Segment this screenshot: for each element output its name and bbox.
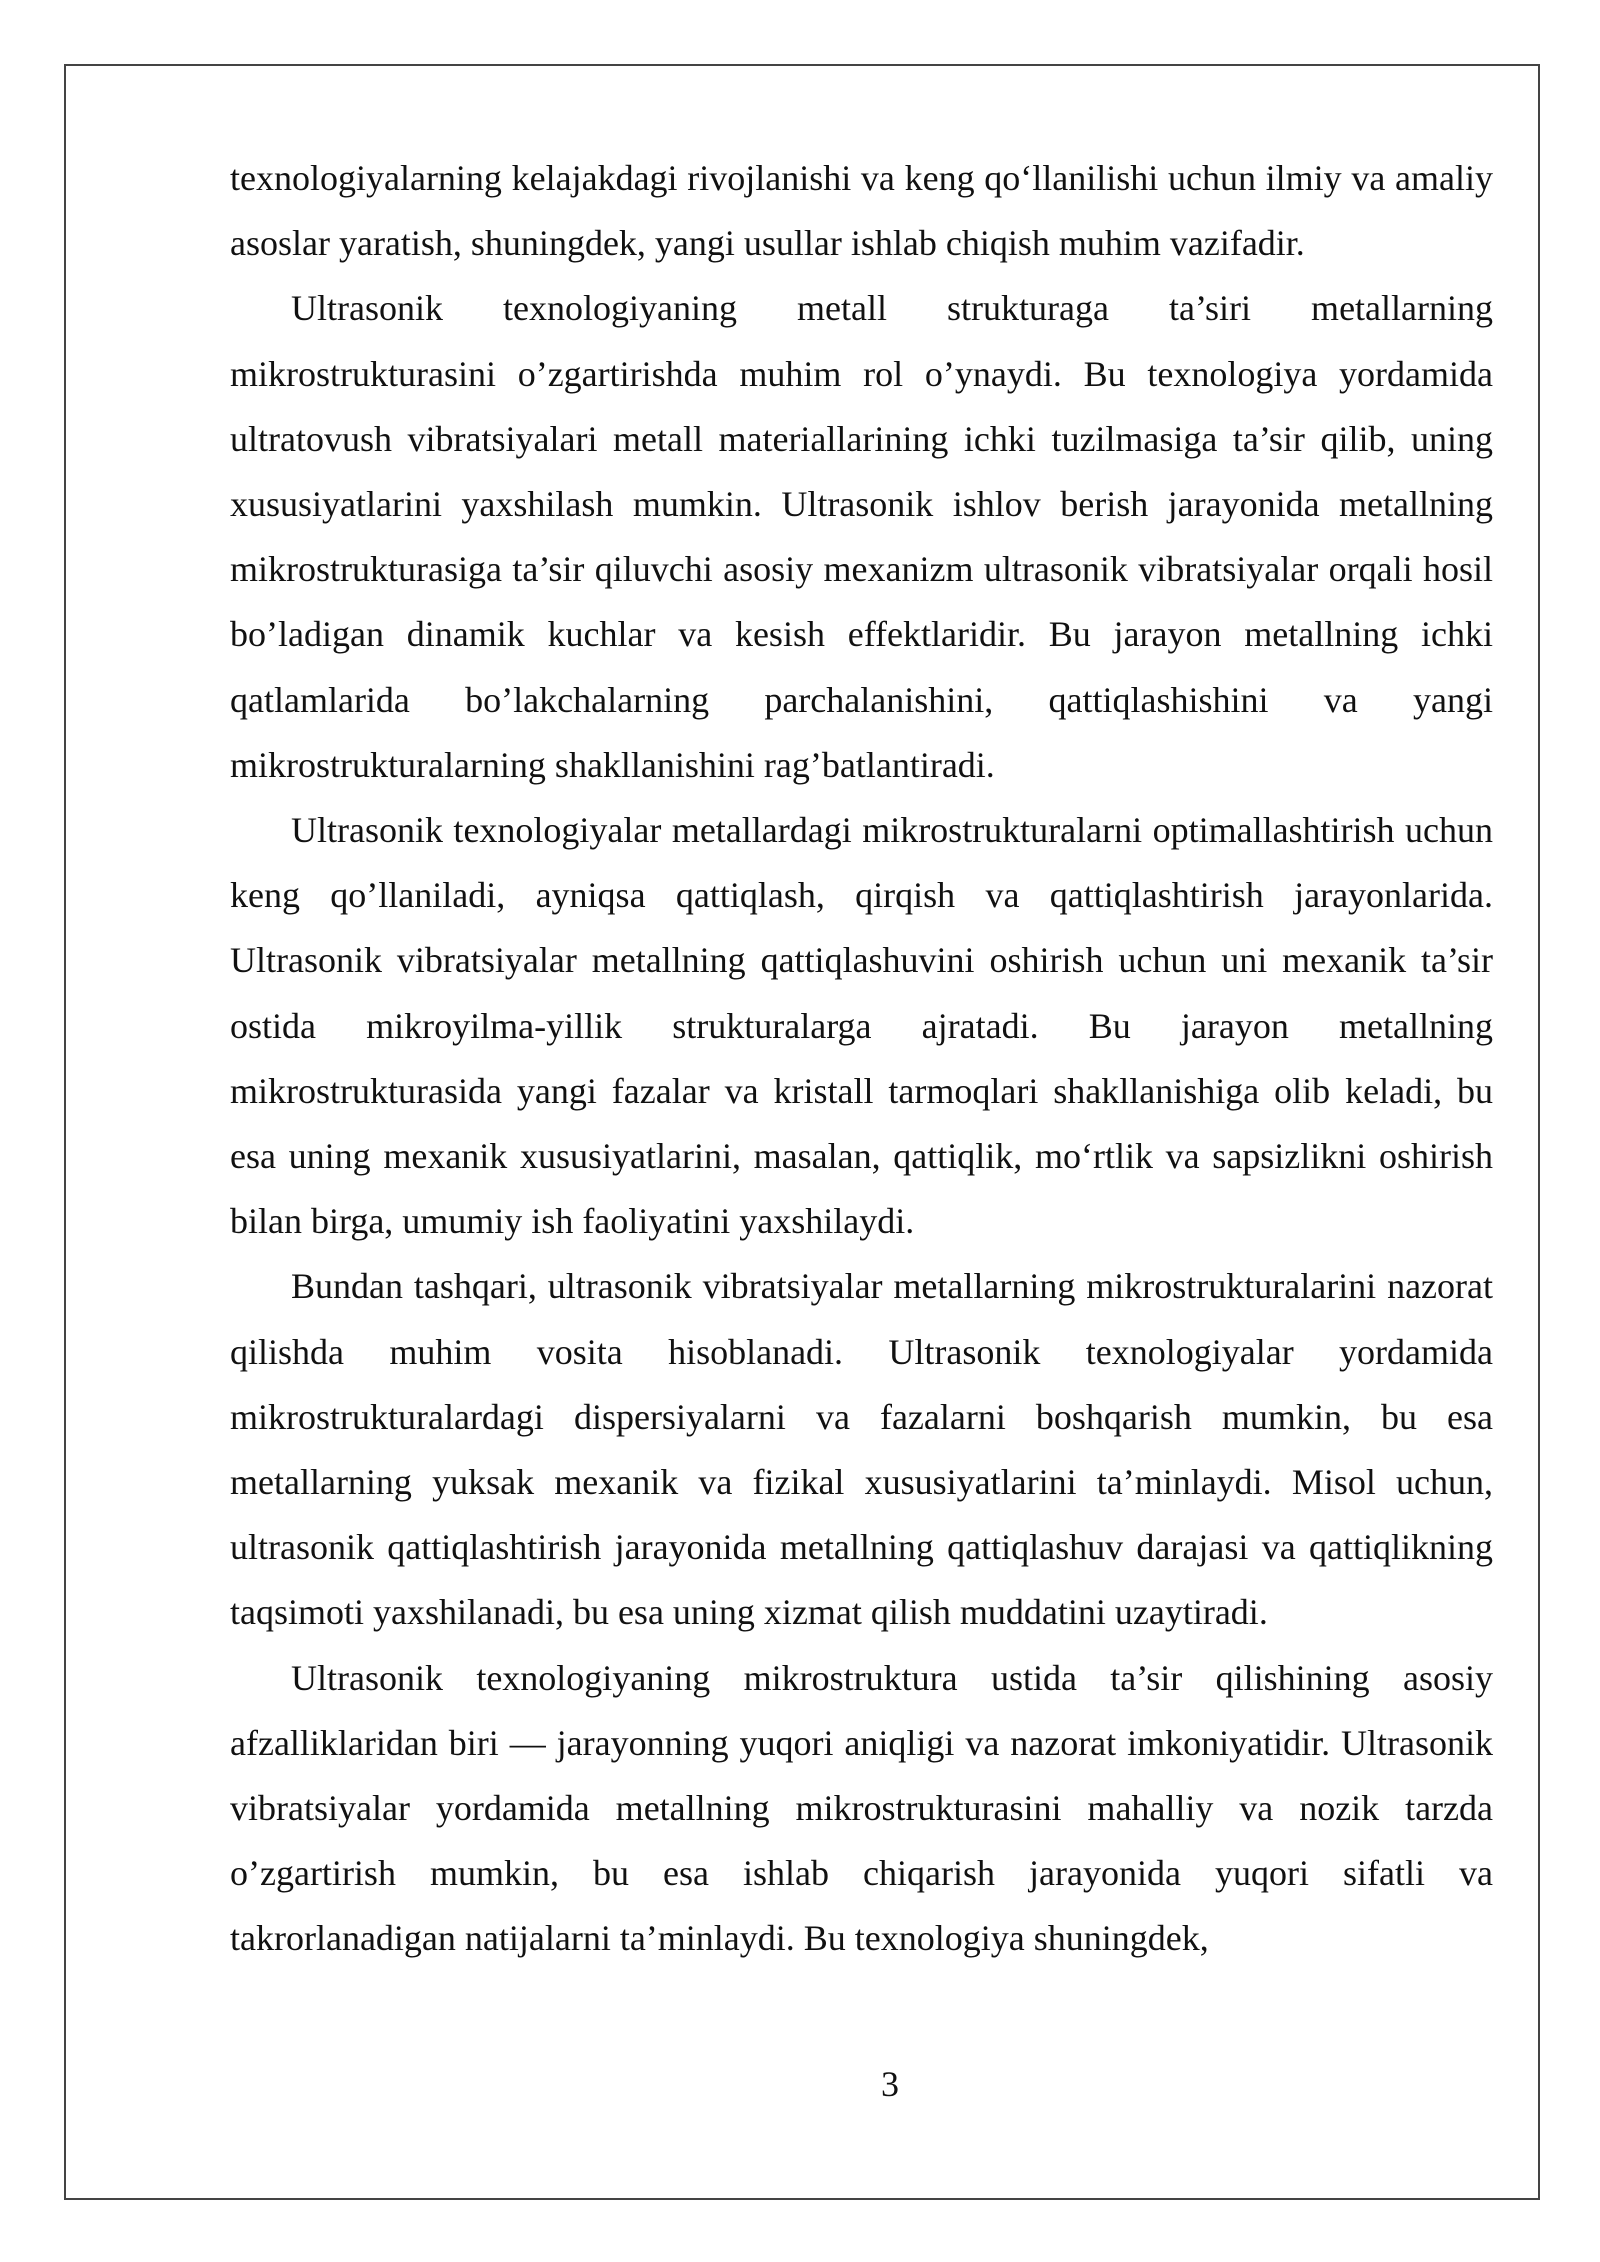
paragraph-continuation: texnologiyalarning kelajakdagi rivojlanishi va keng qo‘llanilishi uchun ilmiy va amaliy asoslar yaratish, shuningdek, yangi usullar ishlab chiqish muhim vazifadir. (230, 158, 1493, 264)
paragraph: Ultrasonik texnologiyalar metallardagi mikrostrukturalarni optimallashtirish uchun keng qo’llaniladi, ayniqsa qattiqlash, qirqish va qattiqlashtirish jarayonlarida. Ultrasonik vibratsiyalar metallning qattiqlashuvini oshirish uchun uni mexanik ta’sir ostida mikroyilma-yillik strukturalarga ajratadi. Bu jarayon metallning mikrostrukturasida yangi fazalar va kristall tarmoqlari shakllanishiga olib keladi, bu esa uning mexanik xususiyatlarini, masalan, qattiqlik, mo‘rtlik va sapsizlikni oshirish bilan birga, umumiy ish faoliyatini yaxshilaydi. (230, 810, 1493, 1242)
document-body (230, 146, 1493, 1972)
page-number: 3 (881, 2064, 899, 2104)
paragraph: Ultrasonik texnologiyaning metall strukturaga ta’siri metallarning mikrostrukturasini o’zgartirishda muhim rol o’ynaydi. Bu texnologiya yordamida ultratovush vibratsiyalari metall materiallarining ichki tuzilmasiga ta’sir qilib, uning xususiyatlarini yaxshilash mumkin. Ultrasonik ishlov berish jarayonida metallning mikrostrukturasiga ta’sir qiluvchi asosiy mexanizm ultrasonik vibratsiyalar orqali hosil bo’ladigan dinamik kuchlar va kesish effektlaridir. Bu jarayon metallning ichki qatlamlarida bo’lakchalarning parchalanishini, qattiqlashishini va yangi mikrostrukturalarning shakllanishini rag’batlantiradi. (230, 288, 1493, 785)
paragraph: Bundan tashqari, ultrasonik vibratsiyalar metallarning mikrostrukturalarini nazorat qilishda muhim vosita hisoblanadi. Ultrasonik texnologiyalar yordamida mikrostrukturalardagi dispersiyalarni va fazalarni boshqarish mumkin, bu esa metallarning yuksak mexanik va fizikal xususiyatlarini ta’minlaydi. Misol uchun, ultrasonik qattiqlashtirish jarayonida metallning qattiqlashuv darajasi va qattiqlikning taqsimoti yaxshilanadi, bu esa uning xizmat qilish muddatini uzaytiradi. (230, 1266, 1493, 1633)
paragraph: Ultrasonik texnologiyaning mikrostruktura ustida ta’sir qilishining asosiy afzalliklaridan biri — jarayonning yuqori aniqligi va nazorat imkoniyatidir. Ultrasonik vibratsiyalar yordamida metallning mikrostrukturasini mahalliy va nozik tarzda o’zgartirish mumkin, bu esa ishlab chiqarish jarayonida yuqori sifatli va takrorlanadigan natijalarni ta’minlaydi. Bu texnologiya shuningdek, (230, 1657, 1493, 1959)
